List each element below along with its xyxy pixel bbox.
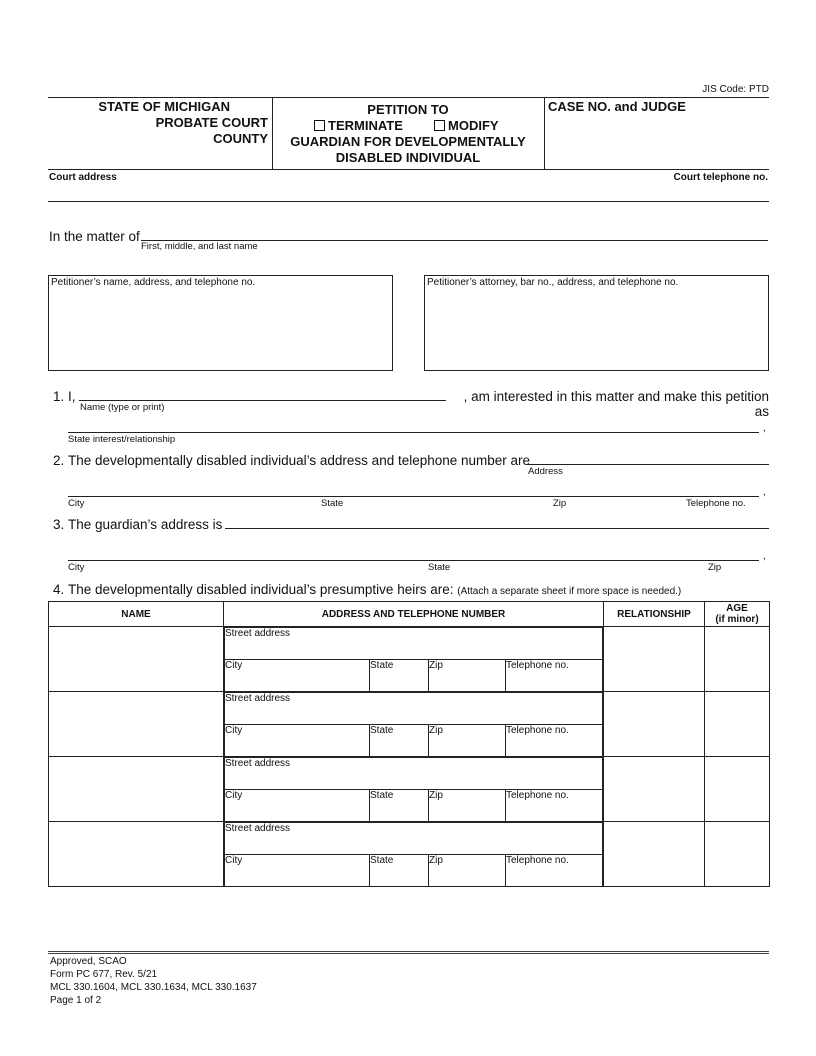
petitioner-box-label: Petitioner’s name, address, and telephone no. bbox=[51, 277, 256, 288]
individual-zip-caption: Zip bbox=[553, 498, 567, 509]
heir-street-field[interactable]: Street address bbox=[225, 823, 603, 855]
court-name: PROBATE COURT bbox=[155, 115, 268, 130]
heir-age-cell[interactable] bbox=[705, 627, 770, 692]
heir-state-field[interactable]: State bbox=[370, 725, 429, 757]
heir-city-field[interactable]: City bbox=[225, 855, 370, 887]
item-1-number: 1. bbox=[53, 389, 65, 404]
heir-phone-field[interactable]: Telephone no. bbox=[506, 855, 603, 887]
item-3-number: 3. bbox=[53, 517, 65, 532]
individual-state-caption: State bbox=[321, 498, 344, 509]
attorney-box[interactable] bbox=[424, 275, 769, 371]
petitioner-name-caption: Name (type or print) bbox=[80, 402, 165, 413]
heir-address-cell bbox=[224, 627, 604, 692]
heir-relationship-cell[interactable] bbox=[604, 692, 705, 757]
item-4-text bbox=[68, 582, 681, 597]
heirs-header-relationship: RELATIONSHIP bbox=[604, 602, 705, 627]
heir-age-cell[interactable] bbox=[705, 692, 770, 757]
footer-divider bbox=[48, 951, 769, 954]
heir-street-field[interactable]: Street address bbox=[225, 693, 603, 725]
state-name: STATE OF MICHIGAN bbox=[98, 99, 230, 114]
matter-name-caption: First, middle, and last name bbox=[141, 241, 258, 252]
individual-city-line[interactable] bbox=[68, 496, 759, 497]
petitioner-box[interactable] bbox=[48, 275, 393, 371]
court-address-label: Court address bbox=[49, 172, 117, 183]
interest-field[interactable] bbox=[68, 432, 759, 433]
individual-address-caption: Address bbox=[528, 466, 563, 477]
heir-state-field[interactable]: State bbox=[370, 790, 429, 822]
heir-age-cell[interactable] bbox=[705, 822, 770, 887]
heir-relationship-cell[interactable] bbox=[604, 627, 705, 692]
form-title-line4: DISABLED INDIVIDUAL bbox=[335, 150, 481, 165]
heirs-header-age bbox=[705, 602, 770, 627]
guardian-state-caption: State bbox=[428, 562, 451, 573]
guardian-city-line[interactable] bbox=[68, 560, 759, 561]
footer-mcl: MCL 330.1604, MCL 330.1634, MCL 330.1637 bbox=[50, 982, 257, 993]
terminate-label: TERMINATE bbox=[328, 118, 403, 133]
terminate-option[interactable] bbox=[314, 118, 403, 133]
individual-address-field[interactable] bbox=[527, 464, 769, 465]
heir-relationship-cell[interactable] bbox=[604, 757, 705, 822]
footer-approved: Approved, SCAO bbox=[50, 956, 127, 967]
petitioner-name-field[interactable] bbox=[79, 400, 446, 401]
modify-option[interactable] bbox=[434, 118, 499, 133]
heir-name-cell[interactable] bbox=[49, 822, 224, 887]
item-2-number: 2. bbox=[53, 453, 65, 468]
terminate-checkbox[interactable] bbox=[314, 120, 325, 131]
footer-page: Page 1 of 2 bbox=[50, 995, 102, 1006]
footer-form-number: Form PC 677, Rev. 5/21 bbox=[50, 969, 158, 980]
heirs-header-row bbox=[49, 602, 770, 627]
modify-label: MODIFY bbox=[448, 118, 499, 133]
age-header-line1: AGE bbox=[726, 603, 748, 614]
heir-phone-field[interactable]: Telephone no. bbox=[506, 725, 603, 757]
age-header-line2: (if minor) bbox=[715, 614, 759, 625]
heirs-header-name: NAME bbox=[49, 602, 224, 627]
heir-zip-field[interactable]: Zip bbox=[429, 790, 506, 822]
item-1-prefix: I, bbox=[68, 389, 76, 404]
heir-city-field[interactable]: City bbox=[225, 790, 370, 822]
modify-checkbox[interactable] bbox=[434, 120, 445, 131]
heir-state-field[interactable]: State bbox=[370, 855, 429, 887]
individual-city-caption: City bbox=[68, 498, 85, 509]
county-label: COUNTY bbox=[213, 131, 268, 146]
form-title-line1: PETITION TO bbox=[367, 102, 449, 117]
item-4-number: 4. bbox=[53, 582, 65, 597]
heir-address-cell bbox=[224, 757, 604, 822]
heir-street-field[interactable]: Street address bbox=[225, 628, 603, 660]
heir-zip-field[interactable]: Zip bbox=[429, 660, 506, 692]
attorney-box-label: Petitioner’s attorney, bar no., address, and telephone no. bbox=[427, 277, 679, 288]
heir-zip-field[interactable]: Zip bbox=[429, 725, 506, 757]
heir-zip-field[interactable]: Zip bbox=[429, 855, 506, 887]
heir-city-field[interactable]: City bbox=[225, 725, 370, 757]
footer-info bbox=[50, 955, 257, 1007]
case-number-label: CASE NO. and JUDGE bbox=[548, 99, 686, 114]
item-1-suffix: , am interested in this matter and make this petition as bbox=[463, 389, 769, 419]
table-row bbox=[49, 627, 770, 692]
jis-code: JIS Code: PTD bbox=[702, 84, 769, 95]
guardian-zip-caption: Zip bbox=[708, 562, 722, 573]
form-title-line3: GUARDIAN FOR DEVELOPMENTALLY bbox=[290, 134, 526, 149]
individual-phone-caption: Telephone no. bbox=[686, 498, 746, 509]
heirs-table bbox=[48, 601, 770, 887]
case-number-field[interactable] bbox=[545, 110, 768, 168]
table-row bbox=[49, 757, 770, 822]
interest-caption: State interest/relationship bbox=[68, 434, 176, 445]
item-3-text: The guardian’s address is bbox=[68, 517, 223, 532]
table-row bbox=[49, 692, 770, 757]
heir-phone-field[interactable]: Telephone no. bbox=[506, 790, 603, 822]
item-4-note: (Attach a separate sheet if more space is needed.) bbox=[457, 586, 682, 597]
heir-address-cell bbox=[224, 692, 604, 757]
guardian-address-field[interactable] bbox=[225, 528, 769, 529]
heirs-header-address: ADDRESS AND TELEPHONE NUMBER bbox=[224, 602, 604, 627]
item-2-text: The developmentally disabled individual’s address and telephone number are bbox=[68, 453, 531, 468]
guardian-city-caption: City bbox=[68, 562, 85, 573]
heir-relationship-cell[interactable] bbox=[604, 822, 705, 887]
heir-name-cell[interactable] bbox=[49, 627, 224, 692]
heir-name-cell[interactable] bbox=[49, 692, 224, 757]
heir-city-field[interactable]: City bbox=[225, 660, 370, 692]
court-address-field[interactable] bbox=[48, 182, 769, 200]
court-phone-label: Court telephone no. bbox=[673, 172, 768, 183]
heir-phone-field[interactable]: Telephone no. bbox=[506, 660, 603, 692]
heir-address-cell bbox=[224, 822, 604, 887]
heir-street-field[interactable]: Street address bbox=[225, 758, 603, 790]
matter-prefix: In the matter of bbox=[49, 229, 140, 244]
heir-name-cell[interactable] bbox=[49, 757, 224, 822]
heir-state-field[interactable]: State bbox=[370, 660, 429, 692]
item-4-label: The developmentally disabled individual’s presumptive heirs are: bbox=[68, 582, 454, 597]
table-row bbox=[49, 822, 770, 887]
heir-age-cell[interactable] bbox=[705, 757, 770, 822]
